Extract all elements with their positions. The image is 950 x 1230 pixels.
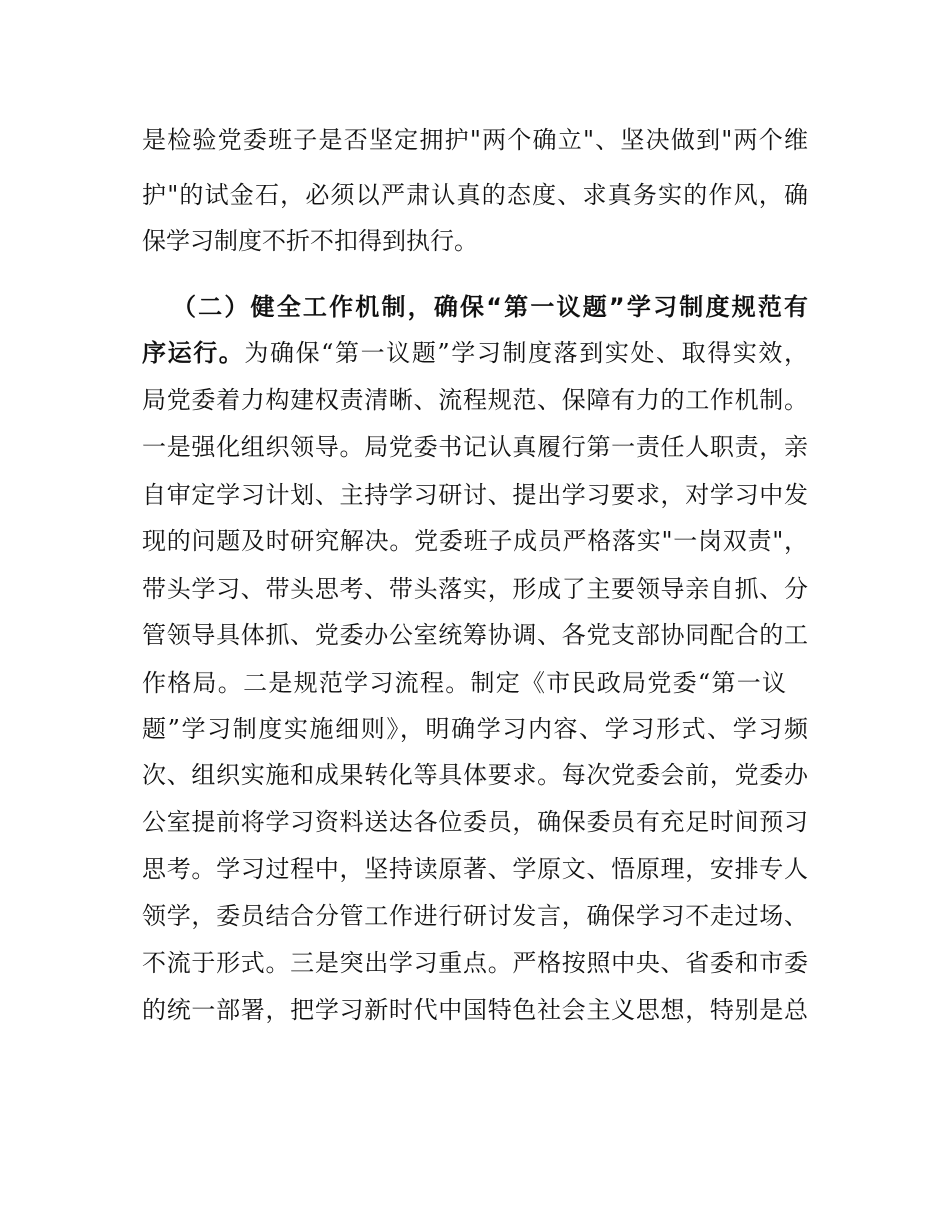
text-line: 题”学习制度实施细则》，明确学习内容、学习形式、学习频 xyxy=(142,715,808,743)
text-span: 为确保“第一议题”学习制度落到实处、取得实效， xyxy=(244,339,809,367)
text-line: 现的问题及时研究解决。党委班子成员严格落实"一岗双责"， xyxy=(142,527,808,555)
text-line: 思考。学习过程中，坚持读原著、学原文、悟原理，安排专人 xyxy=(142,855,808,883)
text-line xyxy=(142,338,808,368)
section-heading: （二）健全工作机制，确保“第一议题”学习制度规范有 xyxy=(172,293,808,321)
text-line: 一是强化组织领导。局党委书记认真履行第一责任人职责，亲 xyxy=(142,433,808,461)
text-line: 领学，委员结合分管工作进行研讨发言，确保学习不走过场、 xyxy=(142,902,808,930)
text-line: 是检验党委班子是否坚定拥护"两个确立"、坚决做到"两个维 xyxy=(142,126,808,154)
text-line: 管领导具体抓、党委办公室统筹协调、各党支部协同配合的工 xyxy=(142,621,808,649)
text-line: 不流于形式。三是突出学习重点。严格按照中央、省委和市委 xyxy=(142,949,808,977)
text-line: 护"的试金石，必须以严肃认真的态度、求真务实的作风，确 xyxy=(142,181,808,209)
section-heading-end: 序运行。 xyxy=(142,339,245,367)
text-line: 带头学习、带头思考、带头落实，形成了主要领导亲自抓、分 xyxy=(142,575,808,603)
text-line: 作格局。二是规范学习流程。制定《市民政局党委“第一议 xyxy=(142,669,786,697)
text-line: 局党委着力构建权责清晰、流程规范、保障有力的工作机制。 xyxy=(142,386,808,414)
text-line: 保学习制度不折不扣得到执行。 xyxy=(142,227,478,255)
text-line: 公室提前将学习资料送达各位委员，确保委员有充足时间预习 xyxy=(142,808,808,836)
text-line: 自审定学习计划、主持学习研讨、提出学习要求，对学习中发 xyxy=(142,481,808,509)
text-line: 的统一部署，把学习新时代中国特色社会主义思想，特别是总 xyxy=(142,996,808,1024)
text-line: 次、组织实施和成果转化等具体要求。每次党委会前，党委办 xyxy=(142,761,808,789)
